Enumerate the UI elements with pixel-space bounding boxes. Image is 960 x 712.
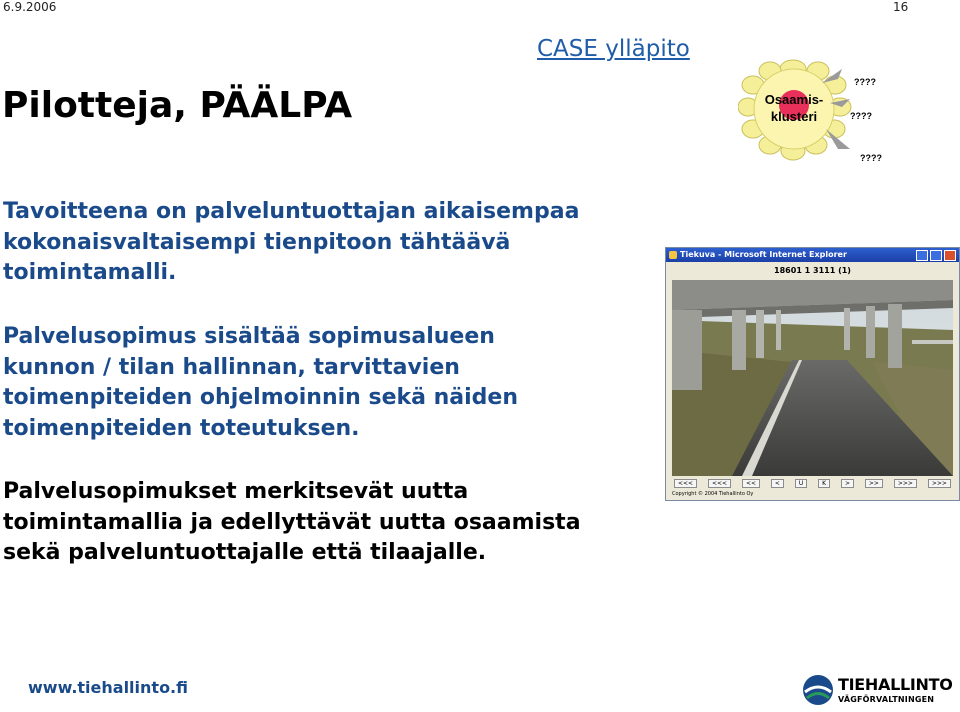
page-number: 16 — [893, 0, 909, 14]
maximize-icon[interactable] — [930, 250, 942, 261]
nav-button[interactable]: >>> — [894, 479, 917, 488]
road-underpass-photo — [672, 280, 953, 476]
window-titlebar — [666, 248, 959, 262]
nav-button[interactable]: << — [742, 479, 760, 488]
logo-emblem-icon — [802, 674, 834, 706]
competence-cluster-diagram — [738, 55, 938, 170]
text-line: toimenpiteiden ohjelmoinnin sekä näiden — [3, 385, 519, 410]
footer-url-link[interactable]: www.tiehallinto.fi — [28, 678, 188, 697]
nav-button[interactable]: >> — [865, 479, 883, 488]
text-line: Palvelusopimukset merkitsevät uutta — [3, 479, 469, 504]
top-bar — [0, 0, 960, 14]
case-link[interactable]: CASE ylläpito — [537, 36, 690, 62]
text-line: toimintamallia ja edellyttävät uutta osaamista — [3, 509, 581, 535]
road-image-viewer-window — [665, 247, 960, 501]
window-title: Tiekuva - Microsoft Internet Explorer — [680, 250, 847, 259]
text-line: toimintamalli. — [3, 260, 177, 285]
nav-button[interactable]: U — [795, 479, 807, 488]
slide-title: Pilotteja, PÄÄLPA — [2, 85, 353, 126]
image-navigation — [666, 476, 959, 488]
text-line: toimenpiteiden toteutuksen. — [3, 415, 360, 441]
nav-button[interactable]: K — [818, 479, 830, 488]
diagram-center-line2: klusteri — [770, 109, 818, 124]
record-id: 18601 1 3111 (1) — [774, 266, 851, 275]
close-icon[interactable] — [944, 250, 956, 261]
nav-button[interactable]: < — [771, 479, 784, 488]
ie-app-icon — [669, 251, 677, 259]
paragraph-goal — [3, 197, 579, 289]
copyright-text: Copyright © 2004 Tiehallinto Oy — [672, 491, 754, 497]
minimize-icon[interactable] — [916, 250, 928, 261]
nav-button[interactable]: <<< — [708, 479, 731, 488]
text-line: kunnon / tilan hallinnan, tarvittavien — [3, 354, 460, 380]
paragraph-service-contract — [3, 322, 518, 444]
nav-button[interactable]: > — [841, 479, 854, 488]
text-line: Palvelusopimus sisältää sopimusalueen — [3, 324, 495, 349]
text-line: sekä palveluntuottajalle että tilaajalle. — [3, 540, 487, 565]
nav-button[interactable]: >>> — [928, 479, 951, 488]
text-line: Tavoitteena on palveluntuottajan aikaisempaa — [3, 199, 580, 224]
logo-subtitle: VÄGFÖRVALTNINGEN — [838, 695, 935, 704]
diagram-label-2: ???? — [850, 111, 872, 121]
logo-name: TIEHALLINTO — [838, 675, 953, 694]
diagram-center-line1: Osaamis- — [764, 92, 824, 107]
diagram-label-3: ???? — [860, 153, 882, 163]
nav-button[interactable]: <<< — [674, 479, 697, 488]
text-line: kokonaisvaltaisempi tienpitoon tähtäävä — [3, 229, 511, 255]
slide-date: 6.9.2006 — [3, 0, 57, 14]
window-controls — [916, 250, 956, 261]
diagram-label-1: ???? — [854, 77, 876, 87]
paragraph-new-model — [3, 477, 581, 569]
tiehallinto-logo — [802, 674, 952, 708]
